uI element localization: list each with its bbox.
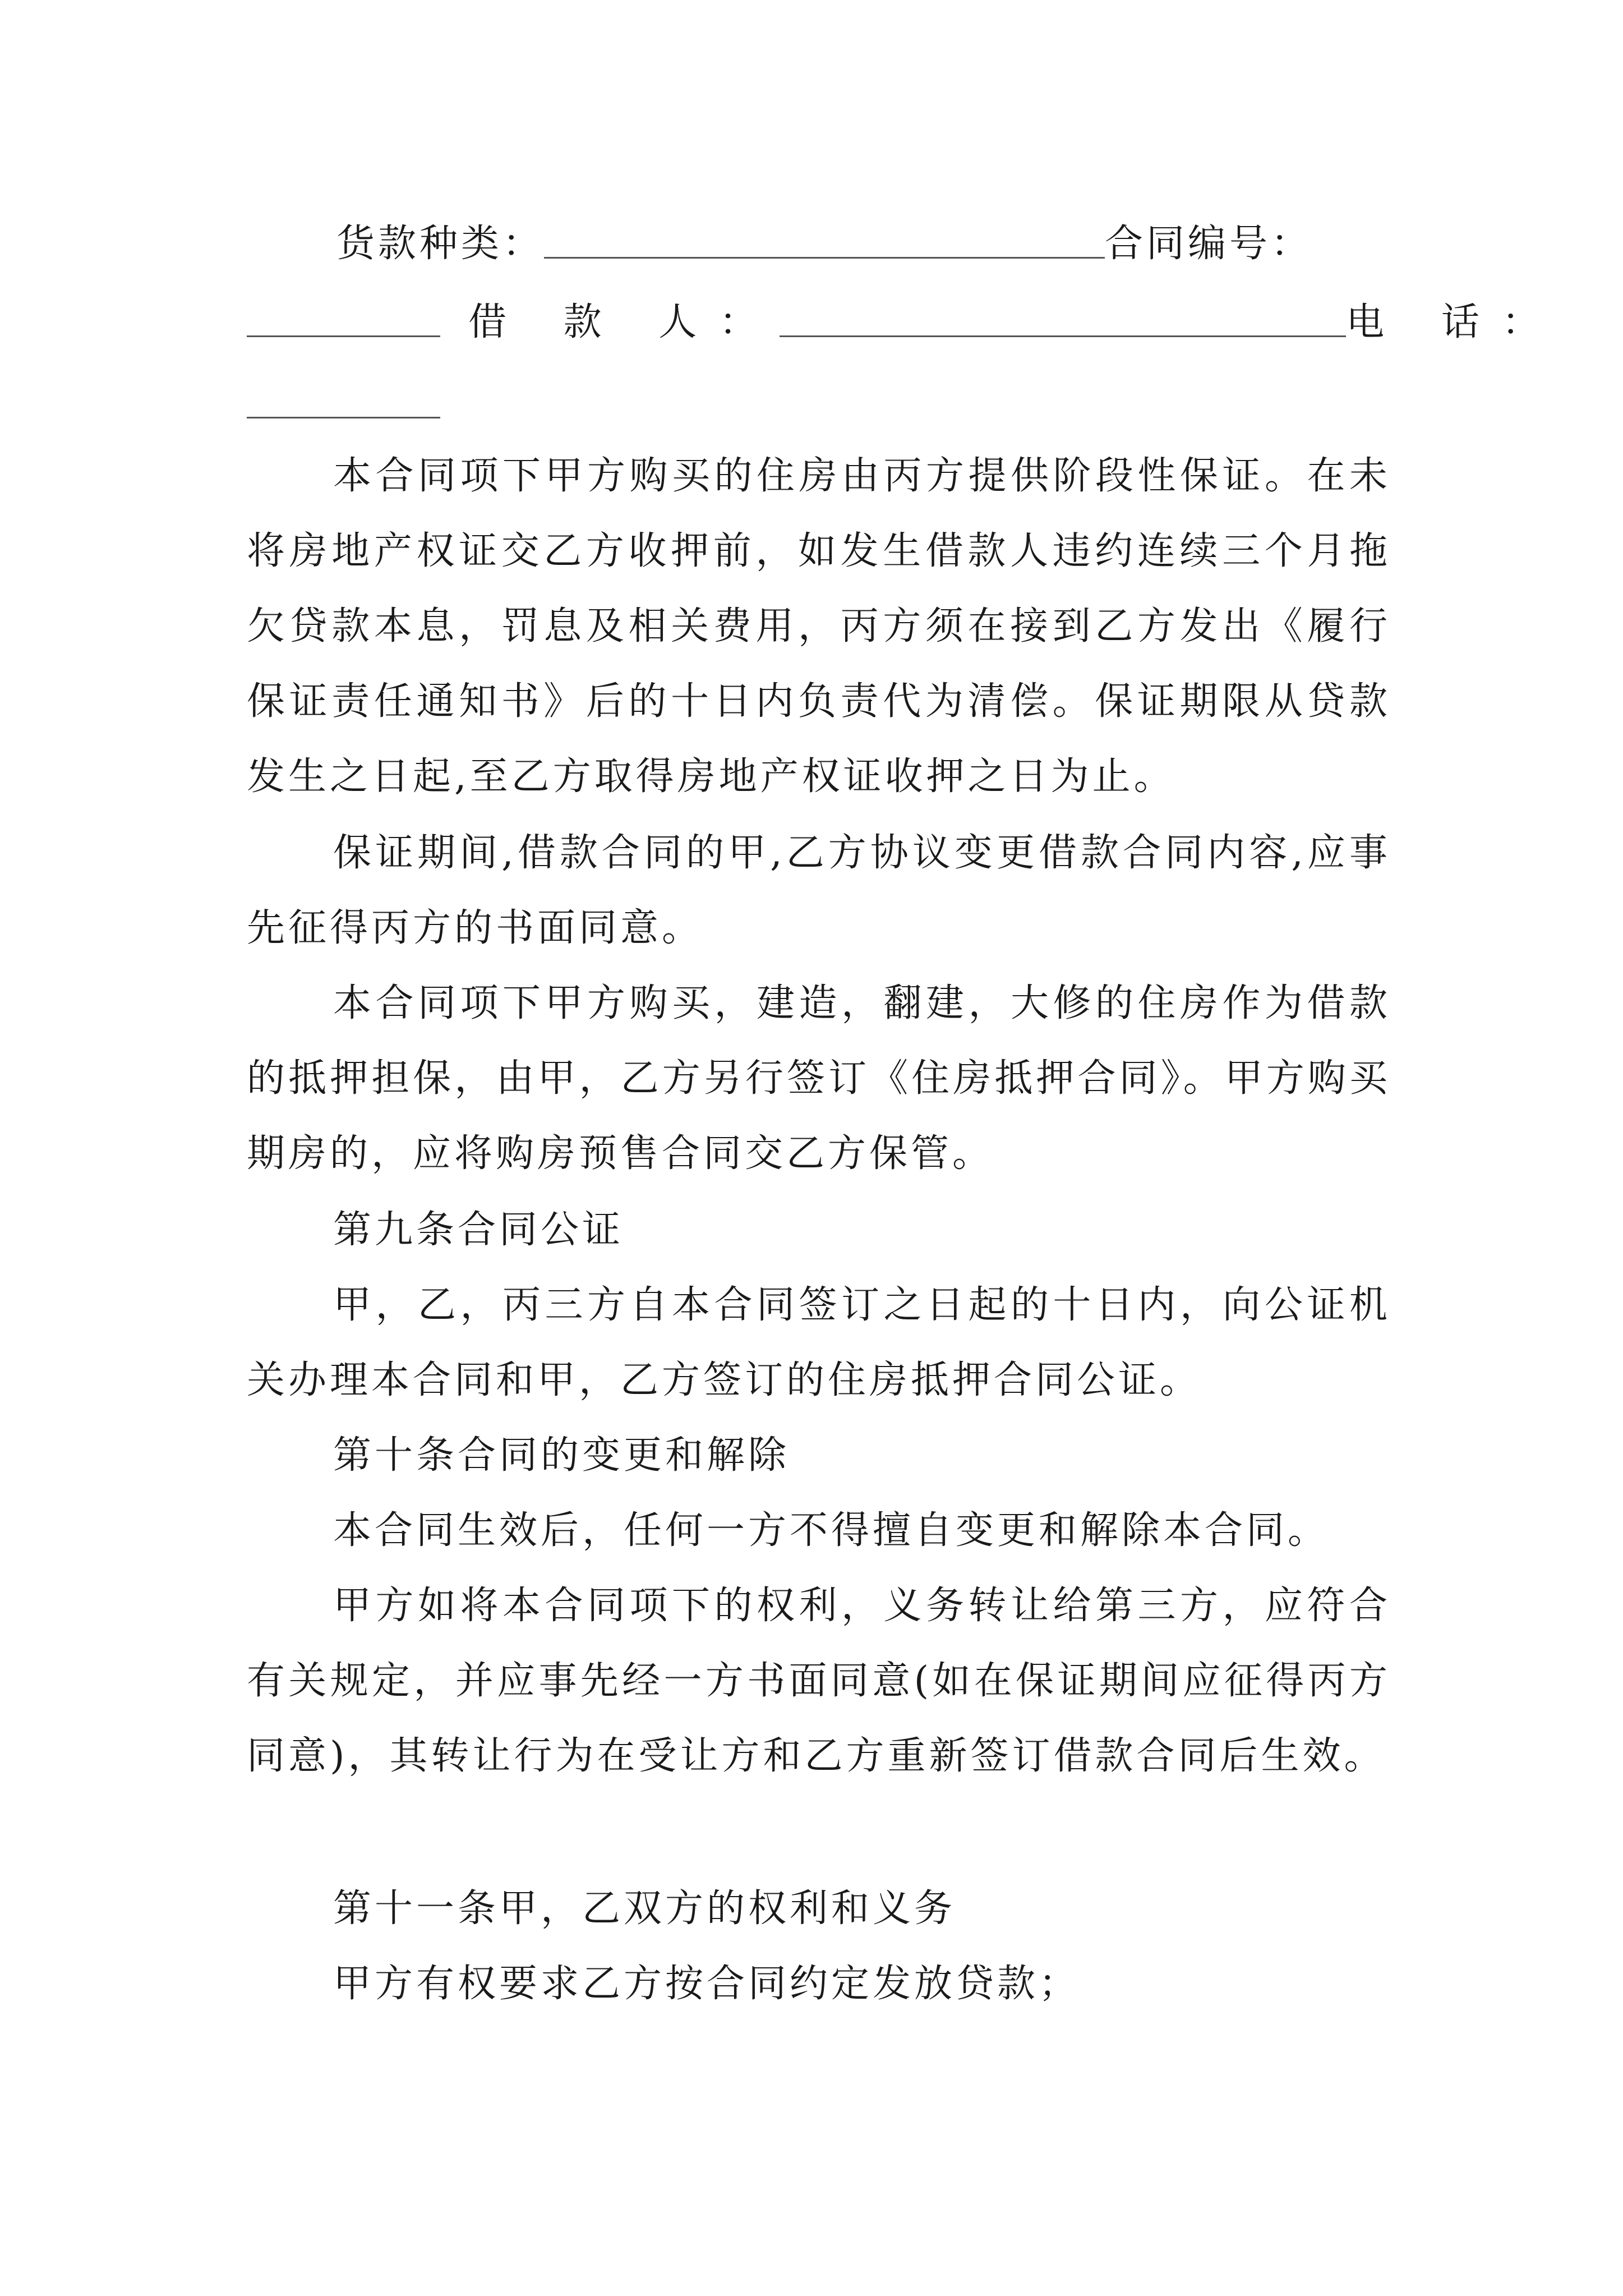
header-line-1 xyxy=(336,210,1312,278)
paragraph-party-a-rights: 甲方有权要求乙方按合同约定发放贷款； xyxy=(333,1962,1081,2006)
article-11-heading: 第十一条甲，乙双方的权利和义务 xyxy=(333,1887,956,1931)
paragraph-no-change: 本合同生效后，任何一方不得擅自变更和解除本合同。 xyxy=(333,1508,1330,1553)
borrower-blank xyxy=(780,302,1346,337)
loan-type-label: 货款种类： xyxy=(336,222,545,266)
header-line-2 xyxy=(247,289,1562,356)
contract-no-blank xyxy=(247,302,440,337)
paragraph-guarantee-period: 保证期间,借款合同的甲,乙方协议变更借款合同内容,应事先征得丙方的书面同意。 xyxy=(247,831,1391,950)
article-9-heading: 第九条合同公证 xyxy=(333,1208,624,1252)
phone-blank xyxy=(247,383,440,418)
contract-no-label: 合同编号： xyxy=(1105,222,1313,266)
paragraph-notarization: 甲，乙，丙三方自本合同签订之日起的十日内，向公证机关办理本合同和甲，乙方签订的住房抵押合同公证。 xyxy=(247,1283,1391,1402)
paragraph-mortgage: 本合同项下甲方购买，建造，翻建，大修的住房作为借款的抵押担保，由甲，乙方另行签订《住房抵押合同》。甲方购买期房的，应将购房预售合同交乙方保管。 xyxy=(247,981,1391,1176)
loan-type-blank xyxy=(544,223,1105,259)
article-10-heading: 第十条合同的变更和解除 xyxy=(333,1433,790,1478)
borrower-label: 借 款 人： xyxy=(468,300,780,344)
phone-label: 电 话： xyxy=(1346,300,1562,344)
paragraph-transfer: 甲方如将本合同项下的权利，义务转让给第三方，应符合有关规定，并应事先经一方书面同意(如在保证期间应征得丙方同意)，其转让行为在受让方和乙方重新签订借款合同后生效。 xyxy=(247,1584,1391,1778)
paragraph-guarantee: 本合同项下甲方购买的住房由丙方提供阶段性保证。在未将房地产权证交乙方收押前，如发生借款人违约连续三个月拖欠贷款本息，罚息及相关费用，丙方须在接到乙方发出《履行保证责任通知书》后的十日内负责代为清偿。保证期限从贷款发生之日起,至乙方取得房地产权证收押之日为止。 xyxy=(247,454,1391,799)
header-line-3 xyxy=(247,370,440,438)
